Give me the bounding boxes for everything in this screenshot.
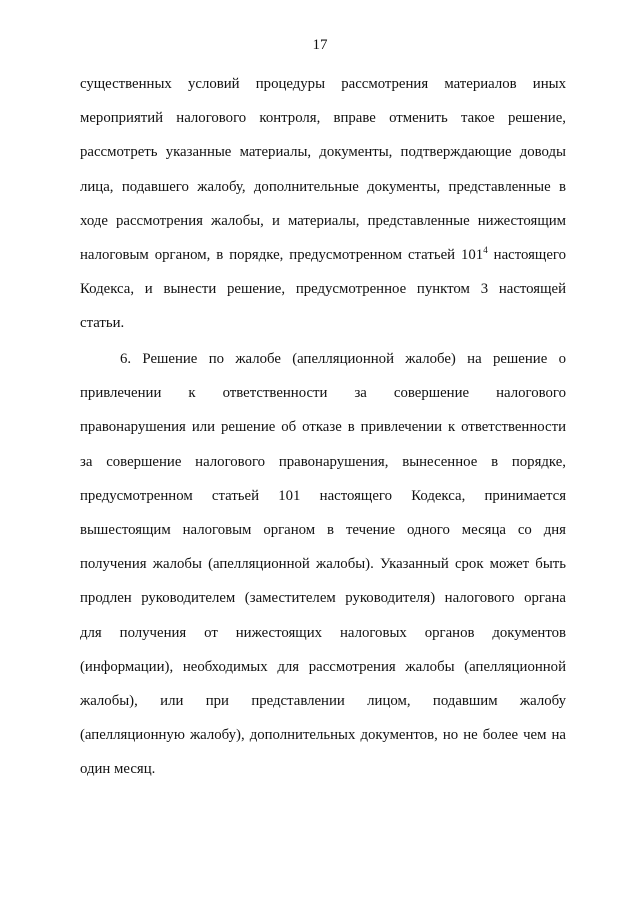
text-line: лица, подавшего жалобу, дополнительные документы, представленные в <box>80 178 566 195</box>
paragraph-2 <box>80 349 566 793</box>
superscript-number: 4 <box>483 244 488 255</box>
text-line: правонарушения или решение об отказе в привлечении к ответственности <box>80 419 566 436</box>
text-line: статьи. <box>80 315 125 332</box>
text-line-with-superscript <box>80 245 566 279</box>
text-line: один месяц. <box>80 761 156 778</box>
text-line: за совершение налогового правонарушения, вынесенное в порядке, <box>80 453 566 470</box>
text-line: продлен руководителем (заместителем руководителя) налогового органа <box>80 590 566 607</box>
text-line: рассмотреть указанные материалы, документы, подтверждающие доводы <box>80 144 566 161</box>
text-line: привлечении к ответственности за совершение налогового <box>80 385 566 402</box>
text-line: (информации), необходимых для рассмотрения жалобы (апелляционной <box>80 658 566 675</box>
text-line: существенных условий процедуры рассмотрения материалов иных <box>80 76 566 92</box>
page-number: 17 <box>312 37 328 53</box>
text-line: жалобы), или при представлении лицом, подавшим жалобу <box>80 692 566 709</box>
line-text-after: настоящего <box>487 246 566 263</box>
text-line: 6. Решение по жалобе (апелляционной жалобе) на решение о <box>120 351 566 367</box>
text-line: предусмотренном статьей 101 настоящего Кодекса, принимается <box>80 487 566 504</box>
paragraph-1 <box>80 74 566 348</box>
text-line: вышестоящим налоговым органом в течение одного месяца со дня <box>80 521 566 538</box>
text-line: для получения от нижестоящих налоговых органов документов <box>80 624 566 641</box>
text-line: получения жалобы (апелляционной жалобы). Указанный срок может быть <box>80 556 566 573</box>
text-line: (апелляционную жалобу), дополнительных документов, но не более чем на <box>80 727 566 744</box>
text-line: Кодекса, и вынести решение, предусмотренное пунктом 3 настоящей <box>80 281 566 298</box>
line-text-before: налоговым органом, в порядке, предусмотренном статьей 101 <box>80 246 484 263</box>
text-line: мероприятий налогового контроля, вправе отменить такое решение, <box>80 110 566 127</box>
text-line: ходе рассмотрения жалобы, и материалы, представленные нижестоящим <box>80 212 566 229</box>
